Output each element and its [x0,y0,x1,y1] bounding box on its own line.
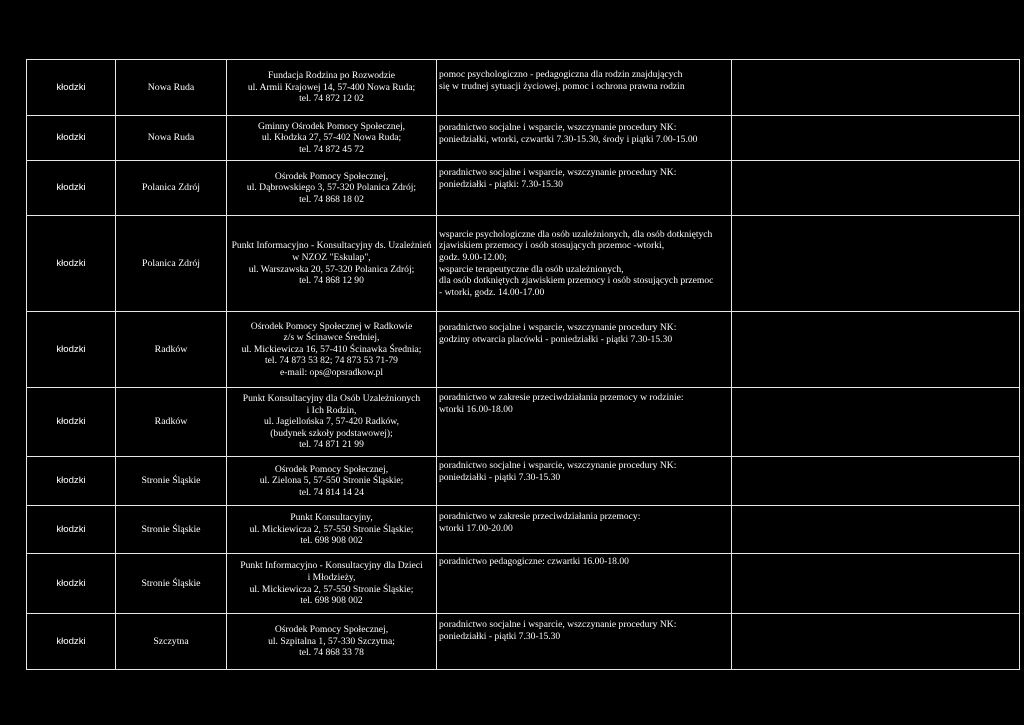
services-line: poniedziałki - piątki 7.30-15.30 [439,630,561,642]
table-row [27,161,1020,216]
institution-line: ul. Mickiewicza 2, 57-550 Stronie Śląskie; [249,523,414,535]
county-cell: kłodzki [27,60,116,116]
services-line: godz. 9.00-12.00; [439,251,507,263]
county-cell: kłodzki [27,116,116,161]
services-cell [437,161,732,216]
services-line: poradnictwo socjalne i wsparcie, wszczynanie procedury NK: [439,167,677,178]
county-cell: kłodzki [27,388,116,457]
empty-cell [732,161,1020,216]
services-line: poniedziałki - piątki 7.30-15.30 [439,471,561,483]
town-cell: Stronie Śląskie [116,457,227,506]
institution-line: ul. Warszawska 20, 57-320 Polanica Zdrój; [248,263,415,275]
town-cell: Nowa Ruda [116,116,227,161]
institution-line: Ośrodek Pomocy Społecznej w Radkowie [250,320,413,332]
institution-line: tel. 74 868 18 02 [299,193,364,205]
services-line: zjawiskiem przemocy i osób stosujących przemoc -wtorki, [439,240,665,252]
institution-line: tel. 74 872 45 72 [299,143,364,155]
services-line: się w trudnej sytuacji życiowej, pomoc i ochrona prawna rodzin [439,80,685,92]
institution-cell [227,116,437,161]
institution-line: i Ich Rodzin, [306,404,357,416]
services-line: poradnictwo socjalne i wsparcie, wszczynanie procedury NK: [439,619,677,630]
table-row [27,116,1020,161]
institution-line: i Młodzieży, [307,571,356,583]
town-cell: Radków [116,388,227,457]
institution-line: Ośrodek Pomocy Społecznej, [274,170,389,182]
county-cell: kłodzki [27,312,116,388]
institution-cell [227,554,437,614]
institution-line: ul. Mickiewicza 2, 57-550 Stronie Śląskie; [249,583,414,595]
services-cell [437,506,732,554]
services-line: wsparcie psychologiczne dla osób uzależnionych, dla osób dotkniętych [439,228,713,240]
empty-cell [732,388,1020,457]
services-line: poradnictwo socjalne i wsparcie, wszczynanie procedury NK: [439,122,677,133]
institution-line: Punkt Informacyjno - Konsultacyjny dla Dzieci [240,560,423,572]
services-line: poniedziałki, wtorki, czwartki 7.30-15.30, środy i piątki 7.00-15.00 [439,133,698,145]
institution-line: Fundacja Rodzina po Rozwodzie [267,70,396,82]
institution-line: e-mail: ops@opsradkow.pl [279,366,384,378]
institution-line: ul. Armii Krajowej 14, 57-400 Nowa Ruda; [247,81,416,93]
services-line: wsparcie terapeutyczne dla osób uzależnionych, [439,263,624,275]
institution-line: Gminny Ośrodek Pomocy Społecznej, [257,120,406,132]
county-cell: kłodzki [27,161,116,216]
services-line: godziny otwarcia placówki - poniedziałki - piątki 7.30-15.30 [439,333,673,345]
table-row [27,506,1020,554]
institution-cell [227,312,437,388]
services-cell [437,457,732,506]
institution-line: tel. 698 908 002 [300,595,363,607]
services-cell [437,216,732,312]
town-cell: Radków [116,312,227,388]
town-cell: Nowa Ruda [116,60,227,116]
institution-line: tel. 74 868 12 90 [299,275,364,287]
institution-line: ul. Dąbrowskiego 3, 57-320 Polanica Zdrój; [246,182,417,194]
empty-cell [732,312,1020,388]
institution-cell [227,216,437,312]
institution-line: tel. 74 873 53 82; 74 873 53 71-79 [265,355,398,367]
services-cell [437,60,732,116]
table-row [27,60,1020,116]
institution-line: tel. 74 814 14 24 [299,486,364,498]
empty-cell [732,614,1020,670]
services-line: pomoc psychologiczno - pedagogiczna dla rodzin znajdujących [439,69,683,80]
services-line: poradnictwo socjalne i wsparcie, wszczynanie procedury NK: [439,460,677,471]
institution-line: tel. 74 872 12 02 [299,93,364,105]
institution-line: Ośrodek Pomocy Społecznej, [274,624,389,636]
county-cell: kłodzki [27,506,116,554]
institution-cell [227,60,437,116]
institution-cell [227,506,437,554]
institution-line: (budynek szkoły podstawowej); [270,427,393,439]
town-cell: Polanica Zdrój [116,216,227,312]
institution-line: Punkt Konsultacyjny dla Osób Uzależnionych [242,393,421,405]
town-cell: Stronie Śląskie [116,554,227,614]
empty-cell [732,506,1020,554]
services-line: poradnictwo w zakresie przeciwdziałania przemocy: [439,511,641,522]
institution-cell [227,161,437,216]
institution-line: tel. 74 868 33 78 [299,647,364,659]
county-cell: kłodzki [27,216,116,312]
institution-cell [227,614,437,670]
services-line: - wtorki, godz. 14.00-17.00 [439,286,545,298]
institution-line: ul. Jagiellońska 7, 57-420 Radków, [263,416,399,428]
county-cell: kłodzki [27,554,116,614]
institution-line: w NZOZ "Eskulap", [292,251,371,263]
services-line: wtorki 16.00-18.00 [439,403,513,415]
services-line: poradnictwo pedagogiczne: czwartki 16.00-18.00 [439,556,629,567]
table-row [27,457,1020,506]
services-line: poradnictwo socjalne i wsparcie, wszczynanie procedury NK: [439,322,677,333]
services-line: poniedziałki - piątki: 7.30-15.30 [439,178,563,190]
services-cell [437,554,732,614]
services-line: dla osób dotkniętych zjawiskiem przemocy i osób stosujących przemoc [439,275,714,287]
table-row [27,614,1020,670]
institution-line: tel. 698 908 002 [300,535,363,547]
empty-cell [732,116,1020,161]
institution-line: tel. 74 871 21 99 [299,439,364,451]
table-row [27,312,1020,388]
institution-line: z/s w Ścinawce Średniej, [283,332,380,344]
town-cell: Stronie Śląskie [116,506,227,554]
county-cell: kłodzki [27,457,116,506]
county-cell: kłodzki [27,614,116,670]
services-cell [437,614,732,670]
empty-cell [732,554,1020,614]
services-cell [437,116,732,161]
institution-cell [227,388,437,457]
table-row [27,216,1020,312]
institution-line: ul. Kłodzka 27, 57-402 Nowa Ruda; [261,132,402,144]
table-body [27,60,1020,670]
institution-line: ul. Mickiewicza 16, 57-410 Ścinawka Średnia; [241,343,422,355]
institution-cell [227,457,437,506]
empty-cell [732,457,1020,506]
town-cell: Polanica Zdrój [116,161,227,216]
institution-line: Punkt Konsultacyjny, [290,512,373,524]
services-line: poradnictwo w zakresie przeciwdziałania przemocy w rodzinie: [439,392,684,403]
empty-cell [732,216,1020,312]
services-cell [437,388,732,457]
institution-line: ul. Zielona 5, 57-550 Stronie Śląskie; [259,475,404,487]
services-line: wtorki 17.00-20.00 [439,522,513,534]
institutions-table [26,59,1020,670]
table-row [27,388,1020,457]
institution-line: Punkt Informacyjno - Konsultacyjny ds. Uzależnień [231,240,432,252]
institution-line: Ośrodek Pomocy Społecznej, [274,463,389,475]
empty-cell [732,60,1020,116]
institution-line: ul. Szpitalna 1, 57-330 Szczytna; [268,635,395,647]
services-cell [437,312,732,388]
town-cell: Szczytna [116,614,227,670]
table-row [27,554,1020,614]
